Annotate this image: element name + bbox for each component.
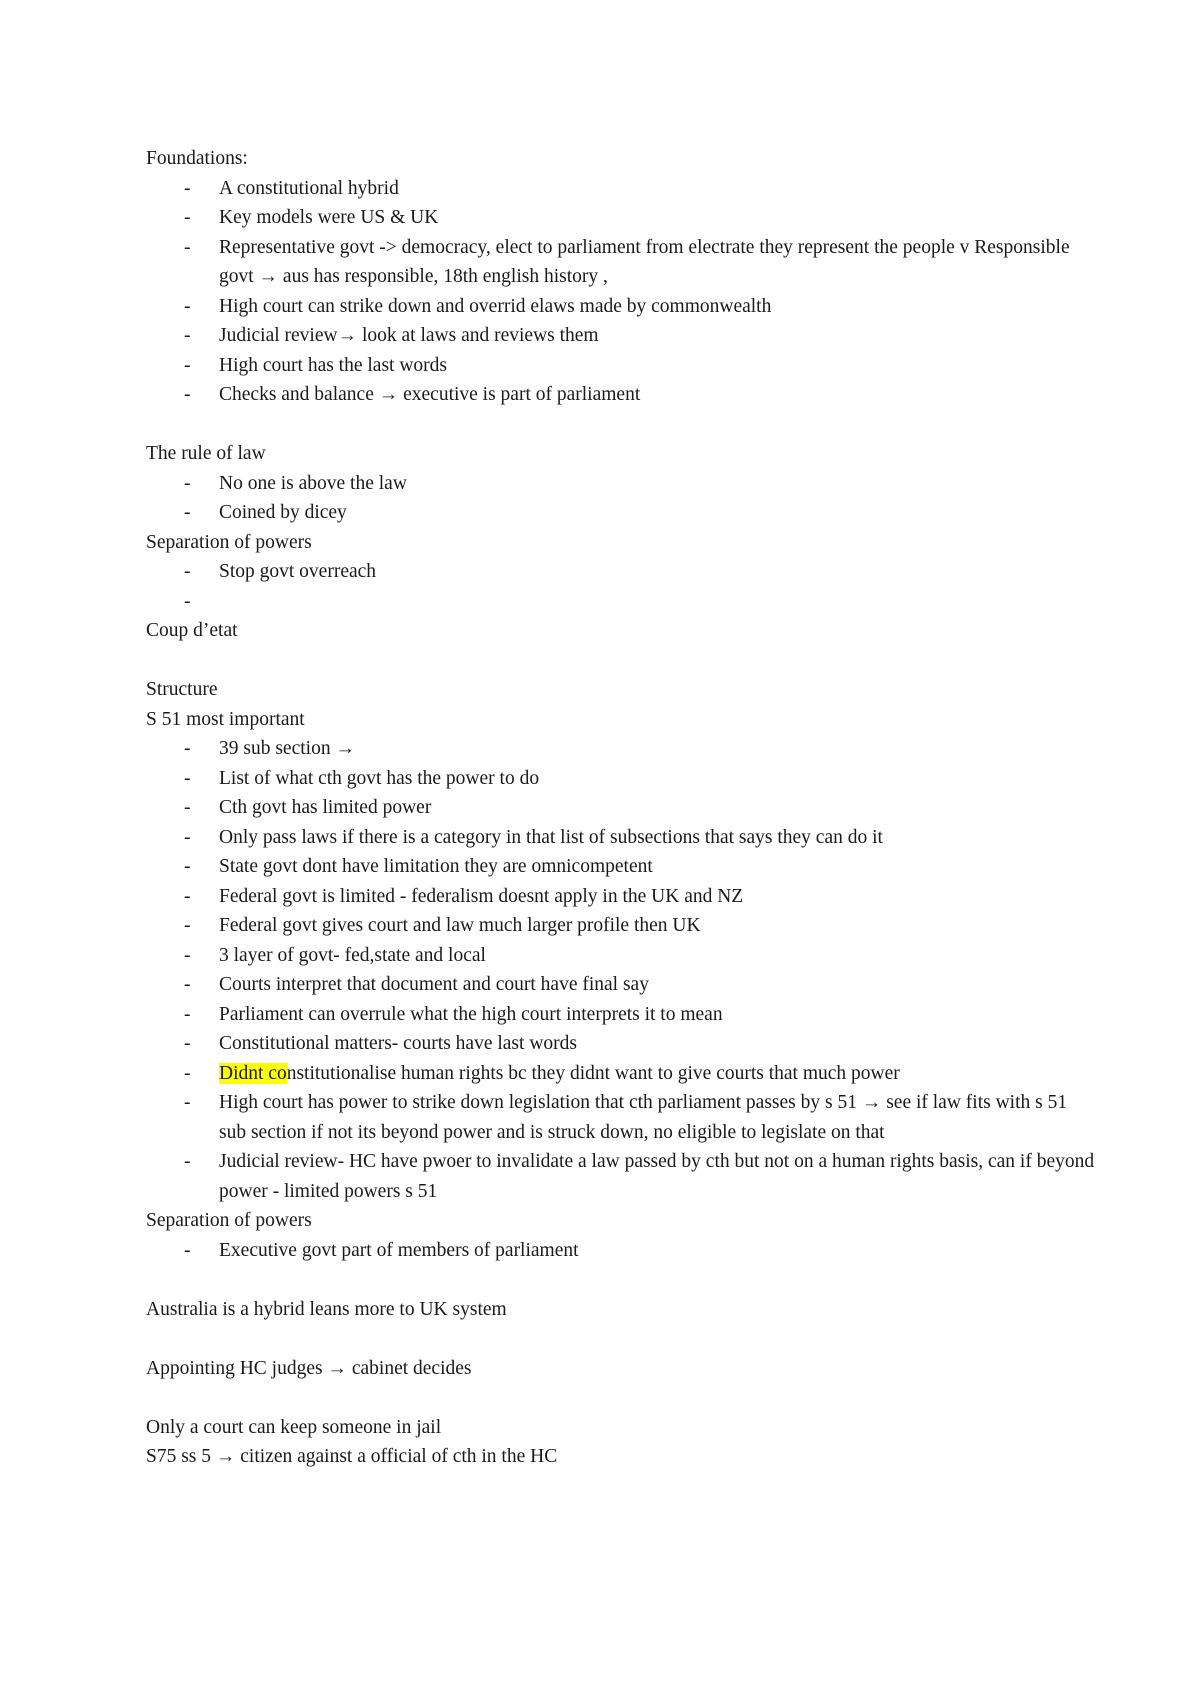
separation-of-powers-list-2 [146, 1236, 1096, 1266]
document-body [146, 144, 1096, 1472]
blank-line [146, 587, 1096, 617]
structure-list [146, 734, 1096, 1206]
list-item: - List of what cth govt has the power to do [146, 764, 1096, 794]
list-item: - Courts interpret that document and court have final say [146, 970, 1096, 1000]
list-item: - 3 layer of govt- fed,state and local [146, 941, 1096, 971]
list-item: - State govt dont have limitation they are omnicompetent [146, 852, 1096, 882]
foundations-list [146, 174, 1096, 410]
list-item: - Constitutional matters- courts have last words [146, 1029, 1096, 1059]
list-item: - Judicial review- HC have pwoer to invalidate a law passed by cth but not on a human rights basis, can if beyond power - limited powers s 51 [146, 1147, 1096, 1206]
s75-paragraph: S75 ss 5 → citizen against a official of cth in the HC [146, 1446, 558, 1467]
list-item: - Checks and balance → executive is part of parliament [146, 380, 1096, 410]
list-item: - 39 sub section → [146, 734, 1096, 764]
list-item-highlighted [146, 1059, 1096, 1089]
list-item: - Parliament can overrule what the high court interprets it to mean [146, 1000, 1096, 1030]
blank-line [146, 410, 1096, 440]
list-item: - Executive govt part of members of parliament [146, 1236, 1096, 1266]
structure-heading: Structure [146, 679, 218, 700]
list-item: - Stop govt overreach [146, 557, 1096, 587]
list-item: - A constitutional hybrid [146, 174, 1096, 204]
structure-subheading: S 51 most important [146, 708, 305, 730]
list-item: - Only pass laws if there is a category in that list of subsections that says they can do it [146, 823, 1096, 853]
list-item: - High court has power to strike down legislation that cth parliament passes by s 51 → see if law fits with s 51 sub section if not its beyond power and is struck down, no eligible to legislate on that [146, 1088, 1096, 1147]
list-item: - Cth govt has limited power [146, 793, 1096, 823]
separation-of-powers-heading-2: Separation of powers [146, 1210, 312, 1231]
blank-line [146, 1383, 1096, 1413]
list-item: - Judicial review→ look at laws and reviews them [146, 321, 1096, 351]
list-item-text: nstitutionalise human rights bc they didnt want to give courts that much power [286, 1062, 900, 1084]
list-item: - Federal govt is limited - federalism doesnt apply in the UK and NZ [146, 882, 1096, 912]
jail-paragraph: Only a court can keep someone in jail [146, 1416, 442, 1438]
blank-line [146, 646, 1096, 676]
list-item: - Federal govt gives court and law much larger profile then UK [146, 911, 1096, 941]
hybrid-paragraph: Australia is a hybrid leans more to UK system [146, 1298, 507, 1320]
list-item: - Coined by dicey [146, 498, 1096, 528]
list-item: - High court can strike down and overrid elaws made by commonwealth [146, 292, 1096, 322]
blank-line [146, 1265, 1096, 1295]
list-item: - Representative govt -> democracy, elect to parliament from electrate they represent the people v Responsible govt → aus has responsible, 18th english history , [146, 233, 1096, 292]
separation-of-powers-heading: Separation of powers [146, 531, 312, 553]
list-item: - High court has the last words [146, 351, 1096, 381]
list-item: - Key models were US & UK [146, 203, 1096, 233]
rule-of-law-list [146, 469, 1096, 528]
separation-of-powers-list [146, 557, 1096, 587]
list-item: - No one is above the law [146, 469, 1096, 499]
foundations-heading: Foundations: [146, 148, 248, 169]
highlighted-text: Didnt co [219, 1062, 287, 1084]
rule-of-law-heading: The rule of law [146, 443, 266, 464]
appointing-paragraph: Appointing HC judges → cabinet decides [146, 1357, 472, 1379]
coup-heading: Coup d’etat [146, 620, 238, 641]
blank-line [146, 1324, 1096, 1354]
